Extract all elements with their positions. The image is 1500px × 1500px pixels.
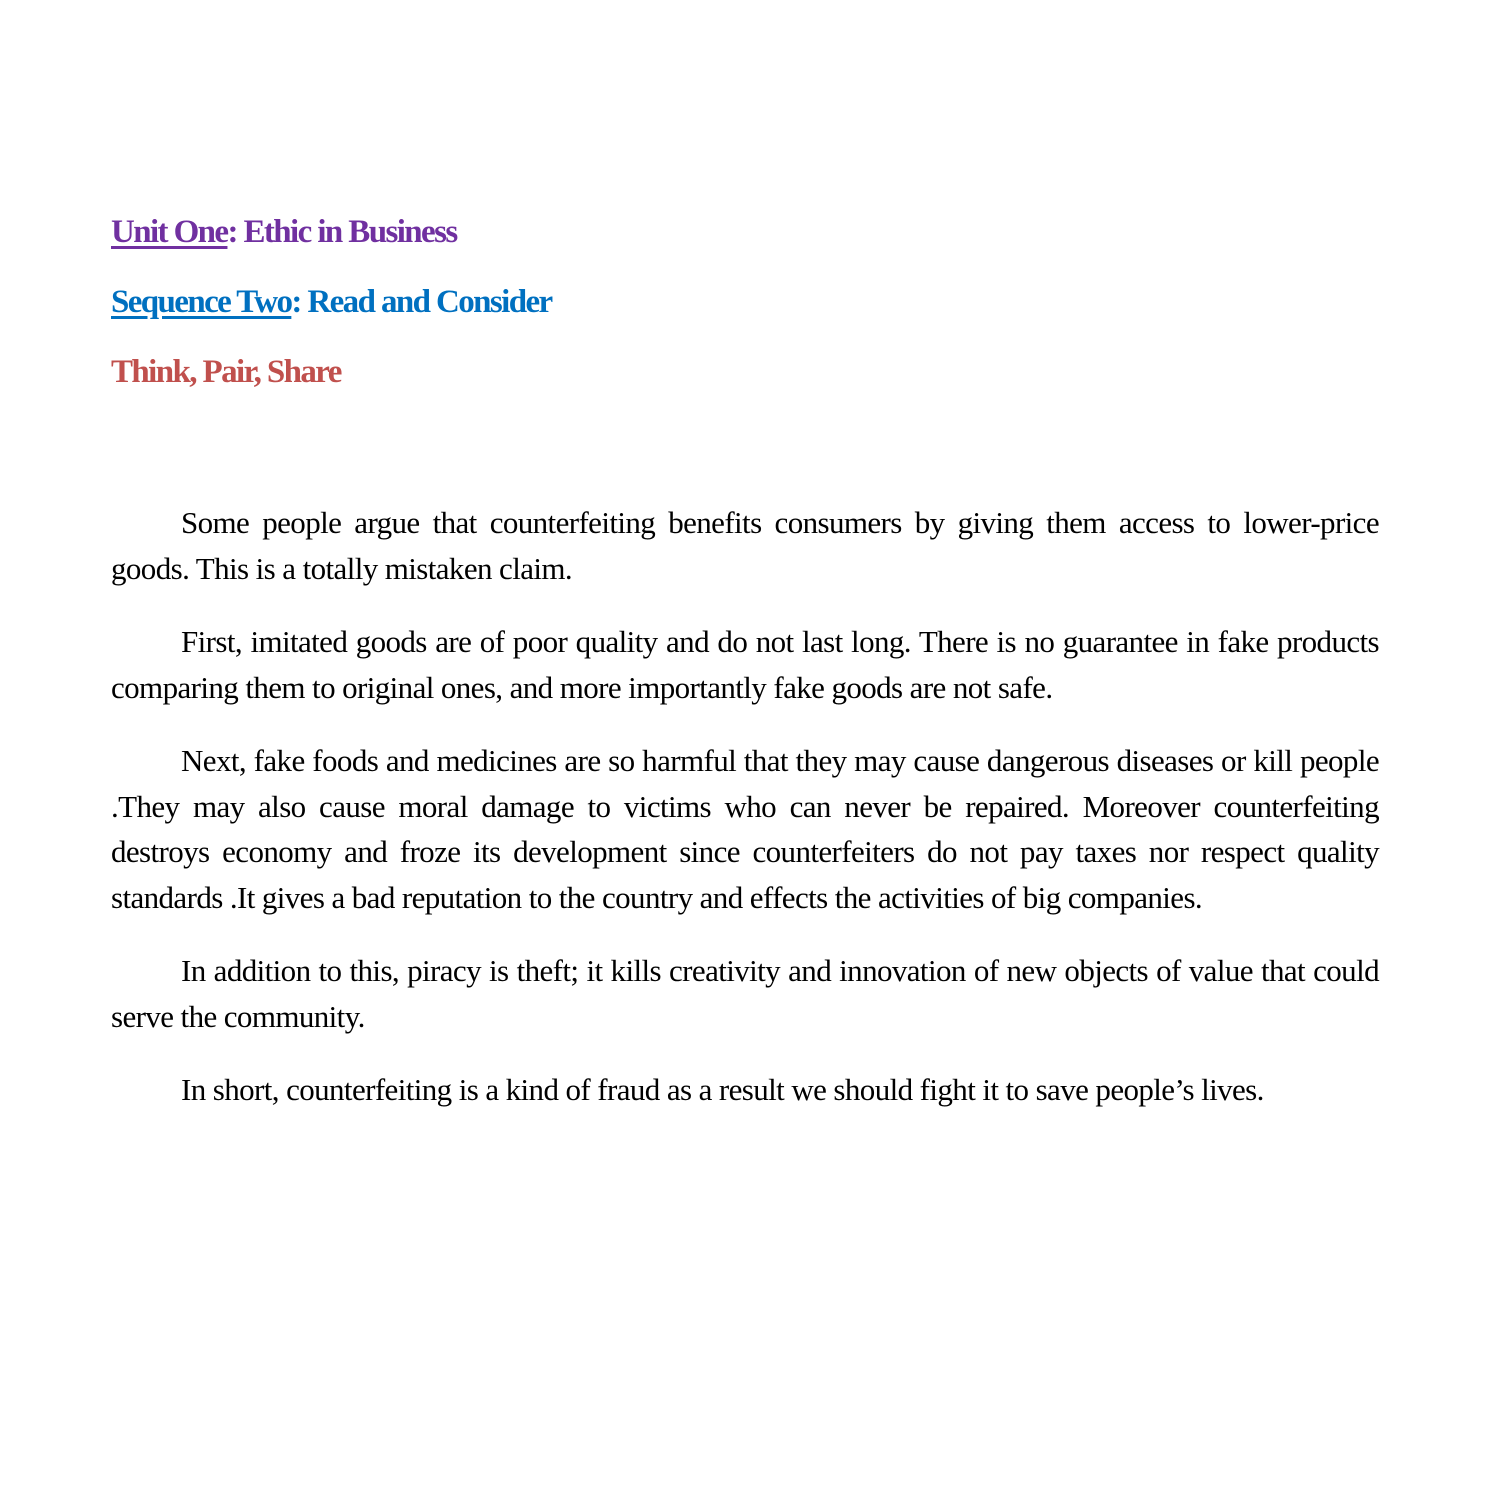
sequence-heading <box>111 284 552 321</box>
activity-heading <box>111 354 341 391</box>
unit-heading <box>111 214 457 251</box>
paragraph-conclusion: In short, counterfeiting is a kind of fraud as a result we should fight it to save people’s lives. <box>181 1072 1264 1107</box>
paragraph-intro: Some people argue that counterfeiting benefits consumers by giving them access to lower-price goods. This is a totally mistaken claim. <box>111 505 1379 586</box>
unit-title: : Ethic in Business <box>227 214 457 250</box>
paragraph-next: Next, fake foods and medicines are so harmful that they may cause dangerous diseases or kill people .They may also cause moral damage to victims who can never be repaired. Moreover counterfeiting destroys economy and froze its development since counterfeiters do not pay taxes nor respect quality standards .It gives a bad reputation to the country and effects the activities of big companies. <box>111 743 1379 915</box>
sequence-label: Sequence Two <box>111 284 292 320</box>
paragraph-first: First, imitated goods are of poor quality and do not last long. There is no guarantee in fake products comparing them to original ones, and more importantly fake goods are not safe. <box>111 624 1379 705</box>
sequence-title: : Read and Consider <box>291 284 552 320</box>
unit-label: Unit One <box>111 214 228 250</box>
activity-title: Think, Pair, Share <box>111 354 341 390</box>
essay-body <box>111 500 1379 1141</box>
paragraph-addition: In addition to this, piracy is theft; it kills creativity and innovation of new objects of value that could serve the community. <box>111 953 1379 1034</box>
